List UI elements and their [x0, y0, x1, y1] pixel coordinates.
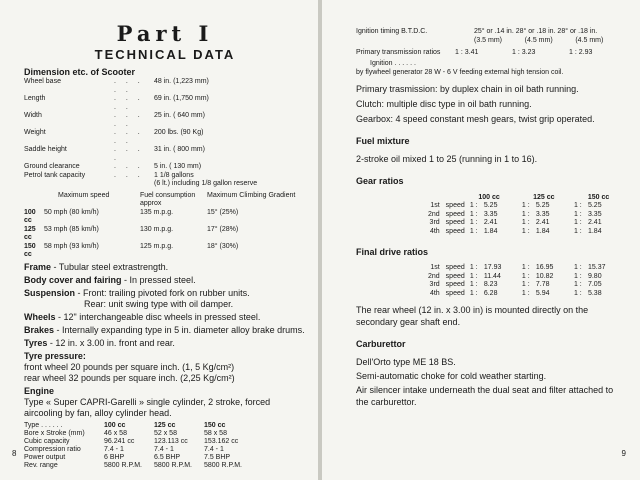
ratio-row: [356, 211, 626, 220]
ratio-prefix: 1 :: [521, 202, 530, 209]
ratio-value: 9.80: [587, 272, 602, 280]
ratio-cell: [522, 281, 574, 290]
frame-line: Frame - Tubular steel extrastrength.: [24, 261, 169, 272]
speed-climb: 17° (28%): [207, 225, 239, 233]
ratio-value: 2.41: [483, 219, 498, 226]
ratio-cell: [574, 219, 626, 228]
engine-cell: Cubic capacity: [24, 437, 70, 445]
dimension-dots: . . . .: [114, 146, 144, 162]
speed-row: [24, 226, 306, 243]
engine-cell: Power output: [24, 453, 66, 461]
engine-cell: Bore x Stroke (mm): [24, 429, 85, 437]
engine-table-header: [24, 422, 306, 430]
ratio-speed: speed: [445, 272, 465, 280]
ratio-gear: 4th: [429, 227, 440, 235]
ratio-prefix: 1 :: [469, 227, 478, 235]
page-number-right: 9: [621, 449, 626, 458]
dimension-dots: . . .: [114, 163, 144, 170]
speed-row: [24, 243, 306, 260]
ratio-prefix: 1 :: [573, 202, 582, 209]
ratio-value: 11.44: [483, 272, 501, 280]
engine-cell: 96.241 cc: [104, 437, 135, 445]
dimensions-heading: Dimension etc. of Scooter: [24, 67, 136, 77]
engine-header-cell: 100 cc: [104, 421, 126, 429]
ignition-timing-row: Ignition timing B.T.D.C. 25° or .14 in. 28° or .18 in. 28° or .18 in.: [356, 28, 598, 35]
ratio-value: 5.25: [483, 202, 498, 209]
dimension-label: Petrol tank capacity: [24, 171, 86, 179]
gearbox: Gearbox: 4 speed constant mesh gears, twist grip operated.: [356, 114, 595, 124]
engine-table: [24, 422, 306, 470]
engine-text: Type « Super CAPRI-Garelli » single cylinder, 2 stroke, forced aircooling by fan, alloy cylinder head.: [24, 396, 271, 418]
dimension-row: [24, 78, 306, 95]
engine-cell: 5800 R.P.M.: [204, 461, 243, 469]
engine-cell: 46 x 58: [104, 429, 127, 437]
ratio-cell: [522, 202, 574, 211]
engine-header-cell: Type . . . . . .: [24, 421, 63, 429]
ratio-prefix: 1 :: [573, 219, 582, 226]
speed-table-header: [24, 192, 306, 209]
ratio-cell: [470, 211, 522, 220]
ratio-speed: speed: [445, 219, 465, 226]
ignition-timing-mm: (3.5 mm) (4.5 mm) (4.5 mm): [474, 36, 604, 44]
ratio-speed: speed: [445, 202, 465, 209]
speed-table: [24, 209, 306, 260]
brakes-line: Brakes - Internally expanding type in 5 in. diameter alloy brake drums.: [24, 324, 305, 335]
ratio-value: 5.25: [587, 202, 602, 209]
tyres-line: Tyres - 12 in. x 3.00 in. front and rear.: [24, 337, 175, 348]
engine-label: Engine: [24, 385, 55, 396]
ratio-cell: [522, 264, 574, 273]
ratio-speed: speed: [445, 210, 465, 218]
engine-cell: 7.4 - 1: [204, 445, 224, 453]
ratio-cell: [574, 290, 626, 299]
ratio-cell: [470, 219, 522, 228]
dimensions-list: [24, 78, 306, 180]
ratio-prefix: 1 :: [469, 281, 478, 288]
ignition-text: by flywheel generator 28 W - 6 V feeding external high tension coil.: [356, 68, 564, 76]
part-title: Part I: [116, 21, 214, 46]
ratio-prefix: 1 :: [469, 219, 478, 226]
ratio-row: [356, 281, 626, 290]
dimension-label: Weight: [24, 129, 46, 136]
ratio-row: [356, 219, 626, 228]
ratio-cell: [574, 281, 626, 290]
dimension-label: Ground clearance: [24, 163, 80, 170]
dimension-label: Width: [24, 112, 42, 119]
ratio-value: 17.93: [483, 264, 502, 271]
dimension-value: 69 in. (1,750 mm): [154, 95, 209, 102]
ratio-cell: [470, 202, 522, 211]
engine-cell: 153.162 cc: [204, 437, 239, 445]
ratio-prefix: 1 :: [573, 264, 582, 271]
header-fuel: Fuel consumption approx: [140, 191, 196, 207]
technical-data-title: TECHNICAL DATA: [94, 47, 236, 62]
dimension-row: [24, 129, 306, 146]
ratio-prefix: 1 :: [573, 210, 582, 218]
body-line: Body cover and fairing - In pressed steel.: [24, 274, 196, 285]
speed-value: 58 mph (93 km/h): [44, 242, 99, 250]
engine-cell: 58 x 58: [204, 429, 227, 437]
wheels-line: Wheels - 12" interchangeable disc wheels in pressed steel.: [24, 311, 261, 322]
ratio-cell: [522, 228, 574, 237]
ratio-prefix: 1 :: [573, 272, 582, 280]
ratio-row: [356, 228, 626, 237]
ratio-value: 1.84: [535, 227, 550, 235]
engine-table-row: [24, 462, 306, 470]
dimension-row: [24, 146, 306, 163]
suspension-rear: Rear: unit swing type with oil damper.: [84, 298, 234, 309]
ratio-prefix: 1 :: [521, 281, 530, 288]
speed-cc: 125 cc: [24, 225, 36, 241]
ratio-cell: [470, 290, 522, 299]
engine-cell: 123.113 cc: [154, 437, 188, 445]
ratio-gear: 4th: [429, 289, 440, 297]
final-drive-table: [356, 264, 626, 298]
left-page: [0, 0, 318, 480]
carburettor-choke: Semi-automatic choke for cold weather starting.: [356, 371, 547, 381]
dimension-label: Wheel base: [24, 78, 61, 85]
dimension-row: [24, 95, 306, 112]
ratio-prefix: 1 :: [521, 264, 530, 271]
speed-cc: 150 cc: [24, 242, 36, 258]
ratio-value: 7.05: [587, 281, 602, 288]
ratio-row: [356, 264, 626, 273]
ratio-gear: 1st: [430, 264, 440, 271]
engine-cell: 5800 R.P.M.: [154, 461, 193, 469]
engine-cell: 7.4 - 1: [154, 445, 174, 453]
ratio-value: 8.23: [483, 281, 498, 288]
ratio-speed: speed: [445, 227, 465, 235]
ratio-value: 1.84: [483, 227, 498, 235]
fuel-heading: Fuel mixture: [356, 136, 410, 146]
ratio-prefix: 1 :: [521, 272, 530, 280]
ratio-prefix: 1 :: [469, 202, 478, 209]
ratio-prefix: 1 :: [573, 227, 582, 235]
primary-transmission: Primary trasmission: by duplex chain in oil bath running.: [356, 84, 579, 94]
engine-cell: 52 x 58: [154, 429, 177, 437]
ratio-value: 5.94: [535, 289, 550, 297]
dimension-label: Length: [24, 95, 46, 102]
right-page: [322, 0, 640, 480]
ratio-value: 7.78: [535, 281, 550, 288]
suspension-line: Suspension - Front: trailing pivoted fork on rubber units.: [24, 287, 250, 298]
dimension-value: 48 in. (1,223 mm): [154, 78, 209, 85]
engine-cell: 5800 R.P.M.: [104, 461, 143, 469]
speed-value: 53 mph (85 km/h): [44, 225, 99, 233]
engine-cell: 7.4 - 1: [104, 445, 124, 453]
ratio-prefix: 1 :: [521, 219, 530, 226]
ratio-speed: speed: [445, 281, 465, 288]
engine-header-cell: 125 cc: [154, 421, 176, 429]
engine-cell: Rev. range: [24, 461, 58, 469]
tyre-rear: rear wheel 32 pounds per square inch. (2,25 Kg/cm²): [24, 372, 235, 383]
engine-cell: 6.5 BHP: [154, 453, 181, 461]
ratio-gear: 2nd: [427, 272, 440, 280]
ratio-prefix: 1 :: [521, 289, 530, 297]
engine-table-row: [24, 430, 306, 438]
ratio-gear: 3rd: [429, 219, 440, 226]
engine-table-row: [24, 438, 306, 446]
clutch: Clutch: multiple disc type in oil bath running.: [356, 99, 532, 109]
ratio-value: 15.37: [587, 264, 606, 271]
ratio-value: 1.84: [587, 227, 602, 235]
speed-row: [24, 209, 306, 226]
rear-wheel-text: The rear wheel (12 in. x 3.00 in) is mounted directly on the secondary gear shaft end.: [356, 305, 589, 327]
engine-cell: Compression ratio: [24, 445, 81, 453]
speed-cc: 100 cc: [24, 208, 36, 224]
ratio-prefix: 1 :: [573, 289, 582, 297]
ratio-cell: [522, 290, 574, 299]
dimension-dots: . . . . .: [114, 78, 144, 94]
engine-table-row: [24, 454, 306, 462]
dimension-value: 1 1/8 gallons: [154, 171, 194, 179]
speed-climb: 18° (30%): [207, 242, 239, 250]
ratio-value: 10.82: [535, 272, 554, 280]
tank-extra: (6 lt.) including 1/8 gallon reserve: [154, 180, 258, 187]
ratio-prefix: 1 :: [469, 264, 478, 271]
ratio-gear: 3rd: [429, 281, 440, 288]
ratio-row: [356, 290, 626, 299]
header-climb: Maximum Climbing Gradient: [207, 191, 296, 199]
ratio-gear: 1st: [430, 202, 440, 209]
primary-ratios-row: Primary transmission ratios 1 : 3.41 1 : 3.23 1 : 2.93: [356, 49, 593, 56]
fuel-text: 2-stroke oil mixed 1 to 25 (running in 1 to 16).: [356, 154, 538, 164]
dimension-row: [24, 163, 306, 172]
ratio-prefix: 1 :: [521, 227, 530, 235]
engine-table-row: [24, 446, 306, 454]
ratio-prefix: 1 :: [469, 210, 478, 218]
dimension-dots: . . . . .: [114, 95, 144, 111]
ratio-cell: [574, 273, 626, 282]
ignition-label: Ignition . . . . . .: [370, 60, 416, 67]
ratio-cell: [522, 211, 574, 220]
final-drive-heading: Final drive ratios: [356, 247, 429, 257]
ratio-prefix: 1 :: [521, 210, 530, 218]
ratio-cell: [574, 211, 626, 220]
tyre-front: front wheel 20 pounds per square inch. (1, 5 Kg/cm²): [24, 361, 235, 372]
ratio-cell: [470, 264, 522, 273]
ratio-value: 5.38: [587, 289, 602, 297]
header-max-speed: Maximum speed: [58, 191, 110, 199]
ratio-cell: [574, 264, 626, 273]
ratio-value: 16.95: [535, 264, 554, 271]
speed-fuel: 125 m.p.g.: [140, 242, 174, 250]
ratio-row: [356, 202, 626, 211]
speed-value: 50 mph (80 km/h): [44, 208, 99, 216]
dimension-value: 25 in. ( 640 mm): [154, 112, 205, 119]
ratio-value: 3.35: [483, 210, 498, 218]
dimension-value: 31 in. ( 800 mm): [154, 146, 205, 153]
speed-fuel: 130 m.p.g.: [140, 225, 174, 233]
dimension-row: [24, 172, 306, 181]
dimension-row: [24, 112, 306, 129]
engine-cell: 7.5 BHP: [204, 453, 231, 461]
dimension-label: Saddle height: [24, 146, 67, 153]
ratio-value: 2.41: [587, 219, 602, 226]
tyre-pressure-label: Tyre pressure:: [24, 350, 86, 361]
ratio-cell: [470, 228, 522, 237]
ratio-row: [356, 273, 626, 282]
engine-cell: 6 BHP: [104, 453, 125, 461]
ratio-value: 3.35: [587, 210, 602, 218]
ratio-cell: [522, 219, 574, 228]
engine-header-cell: 150 cc: [204, 421, 226, 429]
gear-ratios-header: 100 cc 125 cc 150 cc: [478, 194, 610, 201]
gear-ratios-table: [356, 202, 626, 236]
page-number-left: 8: [12, 449, 17, 458]
ratio-speed: speed: [445, 289, 465, 297]
ratio-cell: [574, 228, 626, 237]
ratio-prefix: 1 :: [573, 281, 582, 288]
ratio-prefix: 1 :: [469, 289, 478, 297]
ratio-value: 5.25: [535, 202, 550, 209]
ratio-value: 6.28: [483, 289, 498, 297]
speed-climb: 15° (25%): [207, 208, 239, 216]
ratio-cell: [574, 202, 626, 211]
ratio-cell: [470, 273, 522, 282]
ratio-speed: speed: [445, 264, 465, 271]
ratio-value: 2.41: [535, 219, 550, 226]
dimension-dots: . . .: [114, 171, 144, 179]
carburettor-heading: Carburettor: [356, 339, 406, 349]
dimension-value: 5 in. ( 130 mm): [154, 163, 202, 170]
dimension-dots: . . . . .: [114, 112, 144, 128]
ratio-cell: [522, 273, 574, 282]
carburettor-air: Air silencer intake underneath the dual seat and filter attached to the carburettor.: [356, 385, 614, 407]
ratio-value: 3.35: [535, 210, 550, 218]
ratio-cell: [470, 281, 522, 290]
dimension-dots: . . . . .: [114, 129, 144, 145]
dimension-value: 200 lbs. (90 Kg): [154, 129, 204, 136]
ratio-prefix: 1 :: [469, 272, 478, 280]
speed-fuel: 135 m.p.g.: [140, 208, 174, 216]
gear-ratios-heading: Gear ratios: [356, 176, 404, 186]
carburettor-type: Dell'Orto type ME 18 BS.: [356, 357, 456, 367]
ratio-gear: 2nd: [427, 210, 440, 218]
